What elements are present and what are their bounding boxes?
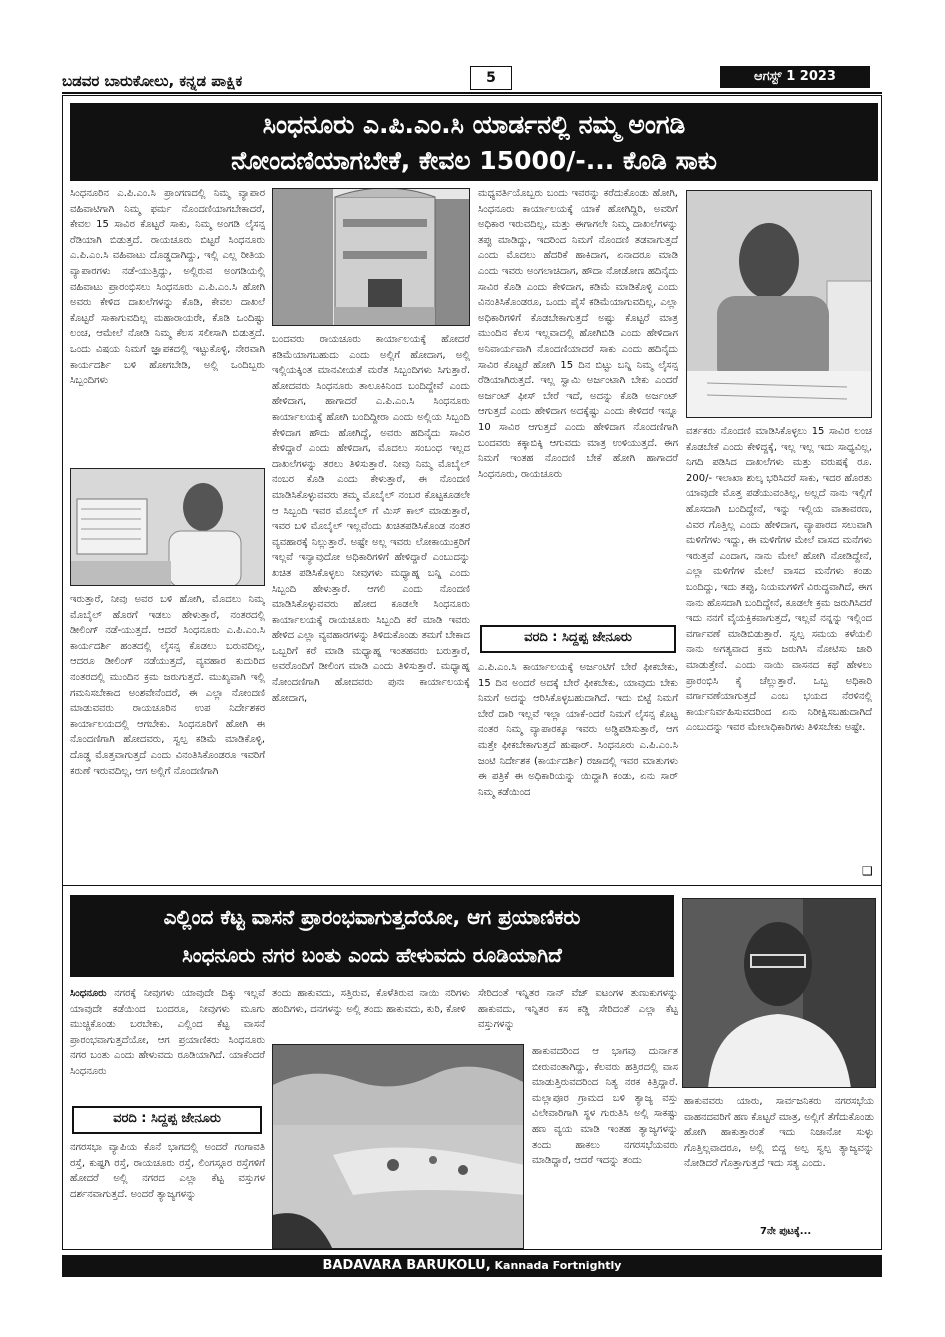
article2-col4-text: ಹಾಕುವವರು ಯಾರು, ಸಾರ್ವಜನಿಕರು ನಗರಸಭೆಯ ವಾಹನದವರಿಗೆ ಹಣ ಕೊಟ್ಟರೆ ಮಾತ್ರ, ಅಲ್ಲಿಗೆ ತೆಗೆದುಕೊಂಡು ಹೋಗಿ ಹಾಕುತ್ತಾರಂತೆ ಇದು ನಿಜಾನೋ ಸುಳ್ಳು ಗೊತ್ತಿಲ್ಲವಾದರೂ, ಅಲ್ಲಿ ಬಿದ್ದ ಅಲ್ಪ ಸ್ವಲ್ಪ ತ್ಯಾಜ್ಯವನ್ನು ನೋಡಿದರೆ ಗೊತ್ತಾಗುತ್ತದೆ ಇದು ಸತ್ಯ ಎಂದು. [684,1096,874,1170]
article1-headline-line1: ಸಿಂಧನೂರು ಎ.ಪಿ.ಎಂ.ಸಿ ಯಾರ್ಡನಲ್ಲಿ ನಮ್ಮ ಅಂಗಡಿ [262,110,686,139]
article1-col2-text: ಬಂದವರು ರಾಯಚೂರು ಕಾರ್ಯಾಲಯಕ್ಕೆ ಹೋದರೆ ಕಡಿಮೆಯಾಗಬಹುದು ಎಂದು ಅಲ್ಲಿಗೆ ಹೋದಾಗ, ಅಲ್ಲಿ ಇಲ್ಲಿಯಕ್ಕಿಂತ ಮಾನವೀಯತೆ ಮರೆತ ಸಿಬ್ಬಂದಿಗಳು ಸಿಗುತ್ತಾರೆ. ಹೋದವರು ಸಿಂಧನೂರು ತಾಲೂಕಿನಿಂದ ಬಂದಿದ್ದೇವೆ ಎಂದು ಹೇಳಿದಾಗ, ಹಾಗಾದರೆ ಎ.ಪಿ.ಎಂ.ಸಿ ಸಿಂಧನೂರು ಕಾರ್ಯಾಲಯಕ್ಕೆ ಹೋಗಿ ಬಂದಿದ್ದೀರಾ ಎಂದು ಅಲ್ಲಿಯ ಸಿಬ್ಬಂದಿ ಕೇಳಿದಾಗ ಹೌದು ಹೋಗಿದ್ದೆ, ಅವರು ಹದಿನೈದು ಸಾವಿರ ಕೇಳಿದ್ದಾರೆ ಎಂದು ಹೇಳಿದಾಗ, ಮೊದಲು ಸಂಬಂಧ ಇಲ್ಲದ ದಾಖಲೆಗಳನ್ನು ತರಲು ತಿಳಿಸುತ್ತಾರೆ. ನೀವು ನಿಮ್ಮ ಮೊಬೈಲ್ ನಂಬರ ಕೊಡಿ ಎಂದು ಕೇಳುತ್ತಾರೆ, ಈ ನೊಂದಣಿ ಮಾಡಿಸಿಕೊಳ್ಳುವವರು ತಮ್ಮ ಮೊಬೈಲ್ ನಂಬರ ಕೊಟ್ಟಕೂಡಲೇ ಆ ಸಿಬ್ಬಂದಿ ಇವರ ಮೊಬೈಲ್ ಗೆ ಮಿಸ್ ಕಾಲ್ ಮಾಡುತ್ತಾರೆ, ಇವರ ಬಳಿ ಮೊಬೈಲ್ ಇಲ್ಲವೆಂದು ಖಚಿತಪಡಿಸಿಕೊಂಡ ನಂತರ ವ್ಯವಹಾರಕ್ಕೆ ನಿಲ್ಲುತ್ತಾರೆ. ಅಷ್ಟೇ ಅಲ್ಲ ಇವರು ಲೋಕಾಯುಕ್ತರಿಗೆ ಇಲ್ಲವೆ ಇನ್ಯಾವುದೋ ಅಧಿಕಾರಿಗಳಿಗೆ ಹೇಳಿದ್ದಾರೆ ಎಂಬುದನ್ನು ಖಚಿತ ಪಡಿಸಿಕೊಳ್ಳಲು ನೀವುಗಳು ಮಧ್ಯಾಹ್ನ ಬನ್ನಿ ಎಂದು ಸಿಬ್ಬಂದಿ ಹೇಳುತ್ತಾರೆ. ಆಗಲಿ ಎಂದು ನೊಂದಣಿ ಮಾಡಿಸಿಕೊಳ್ಳುವವರು ಹೋದ ಕೂಡಲೇ ಸಿಂಧನೂರು ಕಾರ್ಯಾಲಯಕ್ಕೆ ರಾಯಚೂರು ಸಿಬ್ಬಂದಿ ಕರೆ ಮಾಡಿ ಇವರು ಹೇಳಿದ ಎಲ್ಲಾ ವ್ಯವಹಾರಗಳನ್ನು ತಿಳಿದುಕೊಂಡು ತಮಗೆ ಬೇಕಾದ ಒಬ್ಬರಿಗೆ ಕರೆ ಮಾಡಿ ಮಧ್ಯಾಹ್ನ ಇಂತಹವರು ಬರುತ್ತಾರೆ, ಅವರೊಂದಿಗೆ ಡೀಲಿಂಗ ಮಾಡಿ ಎಂದು ತಿಳಿಸುತ್ತಾರೆ. ಮಧ್ಯಾಹ್ನ ನೋಂದಣಿಗಾಗಿ ಹೋದವರು ಪುನಃ ಕಾರ್ಯಾಲಯಕ್ಕೆ ಹೋದಾಗ, [272,334,470,704]
article1-col4 [686,424,872,862]
article1-col3-bottom [478,660,678,882]
article2-headline-line1: ಎಲ್ಲಿಂದ ಕೆಟ್ಟ ವಾಸನೆ ಪ್ರಾರಂಭವಾಗುತ್ತದೆಯೋ, ಆಗ ಪ್ರಯಾಣಿಕರು [163,905,581,929]
article1-col1-bottom-text: ಇರುತ್ತಾರೆ, ನೀವು ಅವರ ಬಳಿ ಹೋಗಿ, ಮೊದಲು ನಿಮ್ಮ ಮೊಬೈಲ್ ಹೊರಗೆ ಇಡಲು ಹೇಳುತ್ತಾರೆ, ನಂತರದಲ್ಲಿ ಡೀಲಿಂಗ್ ನಡೆ-ಯುತ್ತದೆ. ಆದರೆ ಸಿಂಧನೂರು ಎ.ಪಿ.ಎಂ.ಸಿ ಕಾರ್ಯದರ್ಶಿ ಹಂತದಲ್ಲಿ ಲೈಸನ್ಸ ಕೊಡಲು ಬರುವದಿಲ್ಲ, ಆದರೂ ಡೀಲಿಂಗ್ ನಡೆಯುತ್ತದೆ, ವ್ಯವಹಾರ ಕುದುರಿದ ನಂತರದಲ್ಲಿ ಮುಂದಿನ ಕ್ರಮ ಜರುಗುತ್ತದೆ. ಮುಖ್ಯವಾಗಿ ಇಲ್ಲಿ ಗಮನಿಸಬೇಕಾದ ಅಂಶವೇನೆಂದರೆ, ಈ ಎಲ್ಲಾ ನೋಂದಣಿ ಮಾಡುವವರು ರಾಯಚೂರಿನ ಉಪ ನಿರ್ದೇಶಕರ ಕಾರ್ಯಾಲಯದಲ್ಲಿ ಆಗಬೇಕು. ಸಿಂಧನೂರಿಗೆ ಹೋಗಿ ಈ ನೊಂದಣಿಗಾಗಿ ಹೋದವರು, ಸ್ವಲ್ಪ ಕಡಿಮೆ ಮಾಡಿಕೊಳ್ಳಿ, ದೊಡ್ಡ ಮೊತ್ತವಾಗುತ್ತದೆ ಎಂದು ವಿನಂತಿಸಿಕೊಂಡರೂ ಇವರಿಗೆ ಕರುಣೆ ಇರುವದಿಲ್ಲ, ಆಗ ಅಲ್ಲಿಗೆ ನೊಂದಣಿಗಾಗಿ [70,594,265,777]
article2-col1-top-body: ನಗರಕ್ಕೆ ನೀವುಗಳು ಯಾವುದೇ ದಿಕ್ಕು ಇಲ್ಲವೆ ಯಾವುದೇ ಕಡೆಯಿಂದ ಬಂದರೂ, ನೀವುಗಳು ಮೂಗು ಮುಚ್ಚಿಕೊಂಡು ಬರಬೇಕು, ಎಲ್ಲಿಂದ ಕೆಟ್ಟ ವಾಸನೆ ಪ್ರಾರಂಭವಾಗುತ್ತದೆಯೋ, ಆಗ ಪ್ರಯಾಣಿಕರು ಸಿಂಧನೂರು ನಗರ ಬಂತು ಎಂದು ಹೇಳುವದು ರೂಡಿಯಾಗಿದೆ. ಯಾಕೆಂದರೆ ಸಿಂಧನೂರು [70,988,265,1077]
footer-bar [62,1255,882,1277]
article2-col3-mid [532,1044,678,1249]
person-portrait-icon [683,899,876,1088]
article1-byline: ವರದಿ : ಸಿದ್ದಪ್ಪ ಜೇನೂರು [480,625,676,653]
apmc-building-photo [272,188,470,326]
article2-col3-mid-text: ಹಾಕುವದರಿಂದ ಆ ಭಾಗವು ದುರ್ನಾತ ಬೀರುವಂತಾಗಿದ್ದು, ಕೆಲವರು ಹತ್ತಿರದಲ್ಲಿ ವಾಸ ಮಾಡುತ್ತಿರುವದರಿಂದ ನಿತ್ಯ ನರಕ ಕಿತ್ತಿದ್ದಾರೆ. ಮಲ್ಲಾಪೂರ ಗ್ರಾಮದ ಬಳಿ ತ್ಯಾಜ್ಯ ವಸ್ತು ವಿಲೇವಾರಿಗಾಗಿ ಸ್ಥಳ ಗುರುತಿಸಿ ಅಲ್ಲಿ ಸಾಕಷ್ಟು ಹಣ ವ್ಯಯ ಮಾಡಿ ಇಂತಹ ತ್ಯಾಜ್ಯಗಳನ್ನು ತಂದು ಹಾಕಲು ನಗರಸಭೆಯವರು ಮಾಡಿದ್ದಾರೆ, ಆದರೆ ಇದನ್ನು ತಂದು [532,1046,678,1167]
article-divider [62,885,882,886]
article2-col1-top-text [70,986,265,1080]
page-number: 5 [470,66,512,90]
article1-col4-text: ವರ್ತಕರು ನೊಂದಣಿ ಮಾಡಿಸಿಕೊಳ್ಳಲು 15 ಸಾವಿರ ಲಂಚ ಕೊಡಬೇಕೆ ಎಂದು ಕೇಳಿದ್ದಕ್ಕೆ, ಇಲ್ಲ ಇಲ್ಲ ಇದು ಸಾಧ್ಯವಿಲ್ಲ, ನಿಗದಿ ಪಡಿಸಿದ ದಾಖಲೆಗಳು ಮತ್ತು ವರುಷಕ್ಕೆ ರೂ. 200/- ಇಲಾಖಾ ಶುಲ್ಕ ಭರಿಸಿದರೆ ಸಾಕು, ಇದರ ಹೊರತು ಯಾವುದೇ ಮೊತ್ತ ಪಡೆಯುವಂತಿಲ್ಲ, ಅಲ್ಲದೆ ನಾನು ಇಲ್ಲಿಗೆ ಹೊಸದಾಗಿ ಬಂದಿದ್ದೇನೆ, ಇನ್ನು ಇಲ್ಲಿಯ ವಾತಾವರಣ, ವಿವರ ಗೊತ್ತಿಲ್ಲ ಎಂದು ಹೇಳಿದಾಗ, ವ್ಯಾಪಾರದ ಸಲುವಾಗಿ ಮಳಿಗೆಗಳು ಇದ್ದು, ಈ ಮಳಿಗೆಗಳ ಮೇಲೆ ವಾಸದ ಮನೆಗಳು ಇರುತ್ತವೆ ಎಂದಾಗ, ನಾನು ಮೇಲೆ ಹೋಗಿ ನೋಡಿದ್ದೇನೆ, ಎಲ್ಲಾ ಮಳಿಗೆಗಳ ಮೇಲೆ ವಾಸದ ಮನೆಗಳು ಕಂಡು ಬಂದಿದ್ದು, ಇದು ತಪ್ಪು, ನಿಯಮಗಳಿಗೆ ವಿರುದ್ಧವಾಗಿದೆ, ಈಗ ನಾನು ಹೊಸದಾಗಿ ಬಂದಿದ್ದೇನೆ, ಕೂಡಲೇ ಕ್ರಮ ಜರುಗಿಸಿದರೆ ಇದು ನನಗೆ ವೈಯಕ್ತಿಕವಾಗುತ್ತದೆ, ಇಲ್ಲವೆ ನನ್ನನ್ನು ಇಲ್ಲಿಂದ ವರ್ಗಾವಣೆ ಮಾಡಿಬಿಡುತ್ತಾರೆ. ಸ್ವಲ್ಪ ಸಮಯ ಕಳೆಯಲಿ ನಾನು ಅಗತ್ಯವಾದ ಕ್ರಮ ಜರುಗಿಸಿ ನೋಟಿಸು ಜಾರಿ ಮಾಡುತ್ತೇನೆ. ಎಂದು ನಾಯಿ ವಾಸನದ ಕಥೆ ಹೇಳಲು ಪ್ರಾರಂಭಿಸಿ ಕೈ ಚೆಲ್ಲುತ್ತಾರೆ. ಒಬ್ಬ ಅಧಿಕಾರಿ ವರ್ಗಾವಣೆಯಾಗುತ್ತದೆ ಎಂಬ ಭಯದ ನೆರಳಿನಲ್ಲಿ ಕಾರ್ಯನಿರ್ವಹಿಸುವದರಿಂದ ಏನು ನಿರೀಕ್ಷಿಸಬಹುದಾಗಿದೆ ಎಂಬುದನ್ನು ಇವರ ಮೇಲಾಧಿಕಾರಿಗಳು ತಿಳಿಸಬೇಕು ಅಷ್ಟೇ. [686,426,872,734]
official-photo-1 [70,468,265,586]
person-at-desk-icon [71,469,265,586]
article2-col4 [684,1094,874,1216]
article2-dateline: ಸಿಂಧನೂರು [70,988,107,999]
article2-col3-top-text: ಸೇರಿದಂತೆ ಇನ್ನಿತರ ನಾನ್ ವೆಜ್ ಐಟಂಗಳ ತುಣುಕುಗಳನ್ನು ಹಾಕುವದು, ಇನ್ನಿತರ ಕಸ ಕಡ್ಡಿ ಸೇರಿದಂತೆ ಎಲ್ಲಾ ಕೆಟ್ಟ ವಸ್ತುಗಳನ್ನು [478,988,678,1031]
official-photo-2 [686,190,872,418]
article2-col3-top [478,986,678,1036]
person-reading-icon [687,191,872,418]
garbage-dump-photo [272,1044,524,1249]
article2-headline [70,895,674,977]
issue-date: ಆಗಸ್ಟ್ 1 2023 [720,66,870,88]
official-photo-3 [682,898,876,1088]
article2-col1-bottom [70,1140,265,1246]
masthead-title: ಬಡವರ ಬಾರುಕೋಲು, ಕನ್ನಡ ಪಾಕ್ಷಿಕ [62,72,243,90]
article1-col1-bottom [70,592,265,882]
article1-headline-line2: ನೋಂದಣಿಯಾಗಬೇಕೆ, ಕೇವಲ 15000/-... ಕೊಡಿ ಸಾಕು [231,146,717,175]
article2-col2-top-text: ತಂದು ಹಾಕುವದು, ಸತ್ತಿರುವ, ಕೊಳೆತಿರುವ ನಾಯಿ ನರಿಗಳು ಹಂದಿಗಳು, ದನಗಳನ್ನು ಅಲ್ಲಿ ತಂದು ಹಾಕುವದು, ಕುರಿ, ಕೋಳಿ [272,988,470,1015]
article2-byline: ವರದಿ : ಸಿದ್ದಪ್ಪ ಜೇನೂರು [72,1106,262,1134]
article2-col2-top [272,986,470,1036]
article2-col1-top [70,986,265,1100]
footer-title: BADAVARA BARUKOLU, [322,1258,491,1273]
building-icon [273,189,470,326]
article2-col1-bottom-text: ನಗರಸಭಾ ವ್ಯಾಪಿಯ ಕೊನೆ ಭಾಗದಲ್ಲಿ ಅಂದರೆ ಗಂಗಾವತಿ ರಸ್ತೆ, ಕುಷ್ಟಗಿ ರಸ್ತೆ, ರಾಯಚೂರು ರಸ್ತೆ, ಲಿಂಗಸ್ಗೂರ ರಸ್ತೆಗಳಿಗೆ ಹೋದರೆ ಅಲ್ಲಿ ನಗರದ ಎಲ್ಲಾ ಕೆಟ್ಟ ವಸ್ತುಗಳ ದರ್ಶನವಾಗುತ್ತದೆ. ಅಂದರೆ ತ್ಯಾಜ್ಯಗಳನ್ನು [70,1142,265,1200]
article1-col3-top [478,186,678,622]
continued-note: 7ನೇ ಪುಟಕ್ಕೆ... [760,1226,812,1237]
article1-col3-bottom-text: ಎ.ಪಿ.ಎಂ.ಸಿ ಕಾರ್ಯಾಲಯಕ್ಕೆ ಅರ್ಜಂಟಿಗೆ ಬೇರೆ ಫೀಕಬೇಕು, 15 ದಿನ ಅಂದರೆ ಅದಕ್ಕೆ ಬೇರೆ ಫೀಕಬೇಕು, ಯಾವುದು ಬೇಕು ನಿಮಗೆ ಅದನ್ನು ಆರಿಸಿಕೊಳ್ಳಬಹುದಾಗಿದೆ. ಇದು ಬಿಟ್ಟೆ ನಿಮಗೆ ಬೇರೆ ದಾರಿ ಇಲ್ಲವೆ ಇಲ್ಲಾ ಯಾಕೆ-ಂದರೆ ನಿಮಗೆ ಲೈಸನ್ಸ ಕೊಟ್ಟ ನಂತರ ನಿಮ್ಮ ವ್ಯಾಪಾರಕ್ಕೂ ಇವರು ಅಡ್ಡಿಪಡಿಸುತ್ತಾರೆ, ಆಗ ಮತ್ತೇ ಫೀಕಬೇಕಾಗುತ್ತದೆ ಹುಷಾರ್. ಸಿಂಧನೂರು ಎ.ಪಿ.ಎಂ.ಸಿ ಜಂಟಿ ನಿರ್ದೇಶಕ (ಕಾರ್ಯದರ್ಶಿ) ರಜಾದಲ್ಲಿ ಇವರ ಮಾತುಗಳು ಈ ಪತ್ರಿಕೆ ಈ ಅಧಿಕಾರಿಯನ್ನು ಯಿದ್ದಾಗಿ ಕಂಡು, ಏನು ಸಾರ್ ನಿಮ್ಮ ಕಡೆಯಿಂದ [478,662,678,798]
article1-col2 [272,332,470,884]
article1-end-mark: ❑ [862,864,873,878]
masthead-rule [62,92,882,94]
article1-headline [70,103,878,181]
article1-col1-top-text: ಸಿಂಧನೂರಿನ ಎ.ಪಿ.ಎಂ.ಸಿ ಪ್ರಾಂಗಣದಲ್ಲಿ ನಿಮ್ಮ ವ್ಯಾಪಾರ ವಹಿವಾಟಿಗಾಗಿ ನಿಮ್ಮ ಫರ್ಮ ನೊಂದಣಿಯಾಗಬೇಕಾದರೆ, ಕೇವಲ 15 ಸಾವಿರ ಕೊಟ್ಟರೆ ಸಾಕು, ನಿಮ್ಮ ಅಂಗಡಿ ಲೈಸನ್ಸ ರೆಡಿಯಾಗಿ ಬಿಡುತ್ತದೆ. ರಾಯಚೂರು ಬಿಟ್ಟರೆ ಸಿಂಧನೂರು ಎ.ಪಿ.ಎಂ.ಸಿ ವಹಿವಾಟು ದೊಡ್ಡದಾಗಿದ್ದು, ಇಲ್ಲಿ ಎಲ್ಲ ರೀತಿಯ ವ್ಯಾಪಾರಗಳು ನಡೆ-ಯುತ್ತಿದ್ದು, ಅಲ್ಲಿರುವ ಅಂಗಡಿಯಲ್ಲಿ ವಹಿವಾಟು ಪ್ರಾರಂಭಿಸಲು ಸಿಂಧನೂರು ಎ.ಪಿ.ಎಂ.ಸಿ ಹೋಗಿ ಅವರು ಕೇಳಿದ ದಾಖಲೆಗಳನ್ನು ಕೊಡಿ, ಕೇವಲ ದಾಖಲೆ ಕೊಟ್ಟರೆ ಸಾಕಾಗುವದಿಲ್ಲ ಮಹಾರಾಯರೇ, ಕೊಡಿ ಒಂದಿಷ್ಟು ಲಂಚ, ಆಮೇಲೆ ನೋಡಿ ನಿಮ್ಮ ಕೆಲಸ ಸಲೀಸಾಗಿ ಬಿಡುತ್ತದೆ. ಒಂದು ವಿಷಯ ನಿಮಗೆ ಜ್ಞಾಪಕದಲ್ಲಿ ಇಟ್ಟುಕೊಳ್ಳಿ, ನೇರವಾಗಿ ಕಾರ್ಯದರ್ಶಿ ಬಳಿ ಹೋಗಬೇಡಿ, ಅಲ್ಲಿ ಒಂದಿಬ್ಬರು ಸಿಬ್ಬಂದಿಗಳು [70,188,265,387]
article2-headline-line2: ಸಿಂಧನೂರು ನಗರ ಬಂತು ಎಂದು ಹೇಳುವದು ರೂಡಿಯಾಗಿದೆ [182,943,562,967]
landfill-icon [273,1045,524,1249]
article1-col1-top [70,186,265,464]
footer-subtitle: Kannada Fortnightly [490,1259,622,1272]
article1-col3-top-text: ಮಧ್ಯವರ್ತಿಯೊಬ್ಬರು ಬಂದು ಇವರನ್ನು ಕರೆದುಕೊಂಡು ಹೋಗಿ, ಸಿಂಧನೂರು ಕಾರ್ಯಾಲಯಕ್ಕೆ ಯಾಕೆ ಹೋಗಿದ್ದಿರಿ, ಅವರಿಗೆ ಅಧಿಕಾರ ಇರುವದಿಲ್ಲ, ಮತ್ತು ಈಗಾಗಲೇ ನಿಮ್ಮ ದಾಖಲೆಗಳನ್ನು ತಪ್ಪು ಮಾಡಿದ್ದು, ಇದರಿಂದ ನಿಮಗೆ ನೊಂದಣಿ ತಡವಾಗುತ್ತದೆ ಎಂದು ಮೊದಲು ಹೆದರಿಕೆ ಹಾಕಿದಾಗ, ಏನಾದರೂ ಮಾಡಿ ಎಂದು ಇವರು ಅಂಗಲಾಚಿದಾಗ, ಹೌದಾ ನೋಡೋಣ ಹದಿನೈದು ಸಾವಿರ ಕೊಡಿ ಎಂದು ಕೇಳಿದಾಗ, ಕಡಿಮೆ ಮಾಡಿಕೊಳ್ಳಿ ಎಂದು ವಿನಂತಿಸಿಕೊಂಡರೂ, ಒಂದು ಪೈಸೆ ಕಡಿಮೆಯಾಗುವದಿಲ್ಲ, ಎಲ್ಲಾ ಅಧಿಕಾರಿಗಳಿಗೆ ಕೊಡಬೇಕಾಗುತ್ತದೆ ಅಷ್ಟು ಕೊಟ್ಟರೆ ಮಾತ್ರ ಮುಂದಿನ ಕೆಲಸ ಇಲ್ಲವಾದಲ್ಲಿ ಹೋಗಿಬಿಡಿ ಎಂದು ಹೇಳಿದಾಗ ಅನಿವಾರ್ಯವಾಗಿ ನೊಂದಣಿಯಾದರೆ ಸಾಕು ಎಂದು ಹದಿನೈದು ಸಾವಿರ ಕೊಟ್ಟರೆ ಹೋಗಿ 15 ದಿನ ಬಿಟ್ಟು ಬನ್ನಿ ನಿಮ್ಮ ಲೈಸನ್ಸ ರೆಡಿಯಾಗಿರುತ್ತದೆ. ಇಲ್ಲ ಸ್ವಾಮಿ ಅರ್ಜಂಟಾಗಿ ಬೇಕು ಎಂದರೆ ಅರ್ಜಂಟ್ ಫೀಸ್ ಬೇರೆ ಇದೆ, ಅದನ್ನು ಕೊಡಿ ಅರ್ಜಂಟ್ ಆಗುತ್ತದೆ ಎಂದು ಹೇಳಿದಾಗ ಅದಕ್ಕೆಷ್ಟು ಎಂದು ಕೇಳಿದರೆ ಇನ್ನೂ 10 ಸಾವಿರ ಆಗುತ್ತದೆ ಎಂದು ಹೇಳಿದಾಗ ನೊಂದಣಿಗಾಗಿ ಬಂದವರು ಕಕ್ಕಾಬಿಕ್ಕಿ ಆಗುವದು ಮಾತ್ರ ಉಳಿಯುತ್ತದೆ. ಈಗ ನಿಮಗೆ ಇಂತಹ ನೊಂದಣಿ ಬೇಕೆ ಹೋಗಿ ಹಾಗಾದರೆ ಸಿಂಧನೂರು, ರಾಯಚೂರು [478,188,678,480]
